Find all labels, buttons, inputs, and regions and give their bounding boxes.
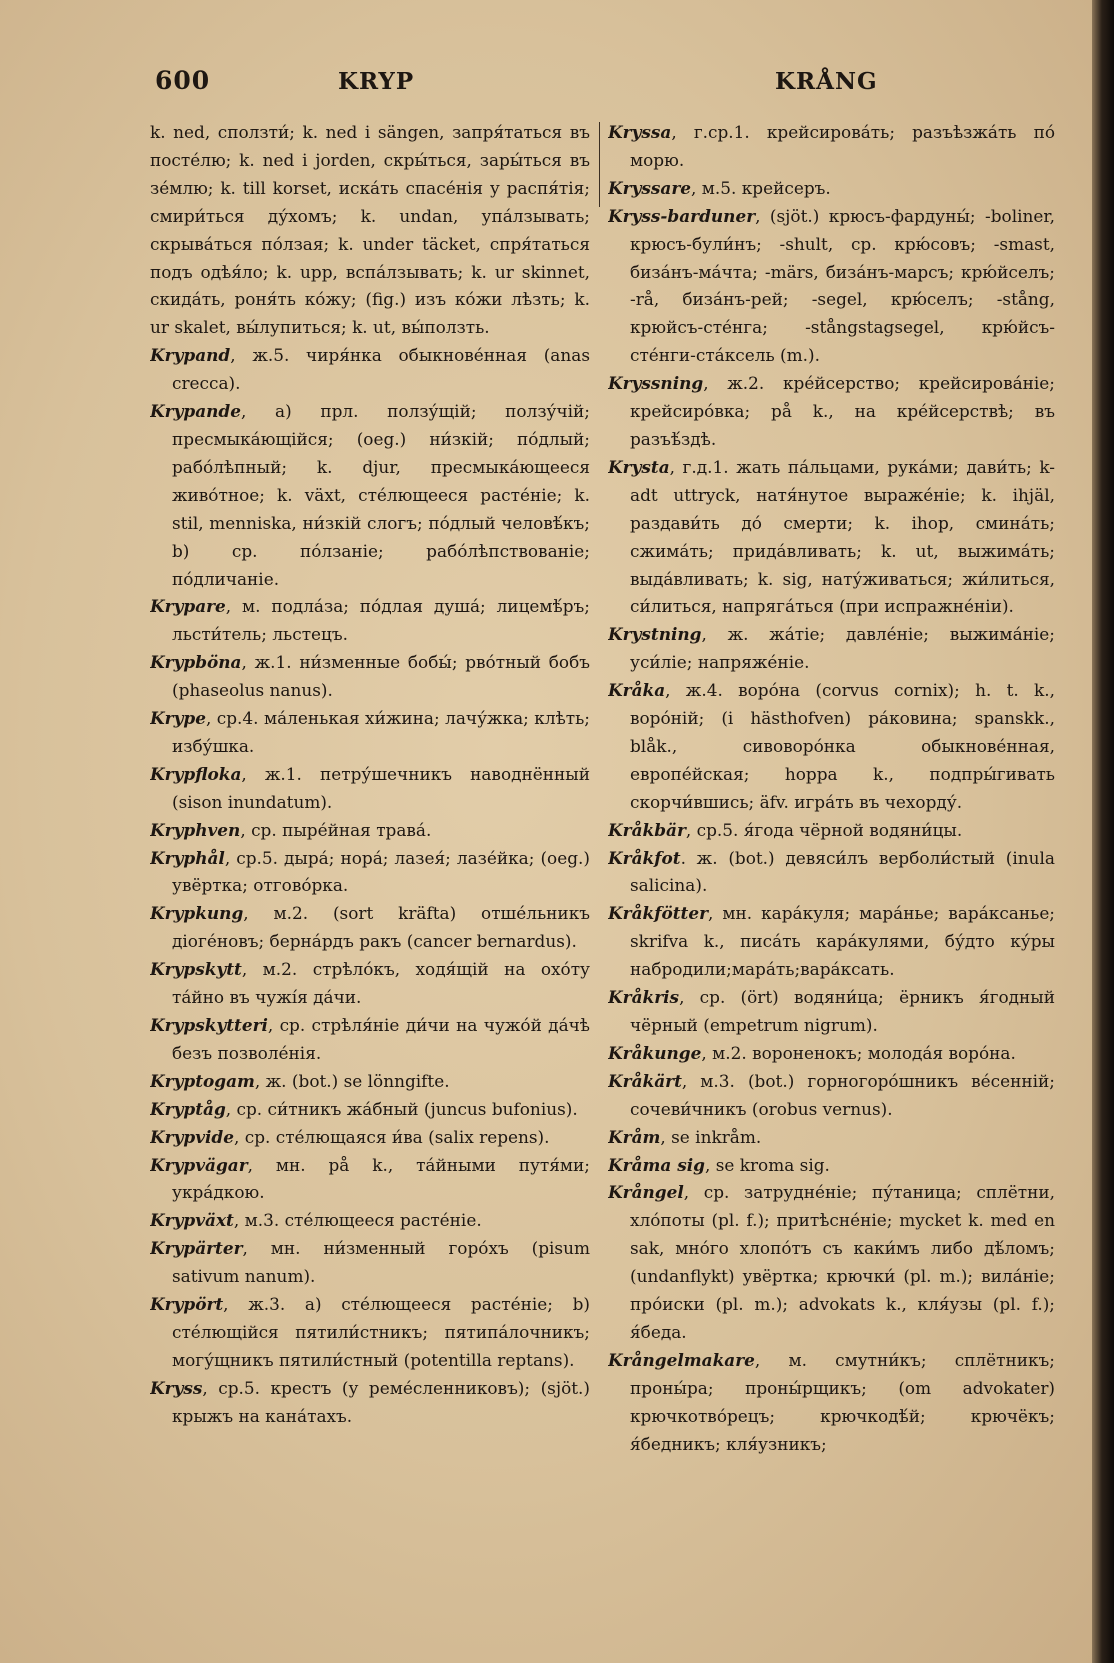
entry-definition: , ср.5. крестъ (у реме́сленниковъ); (sjöt.) крыжъ на кана́тахъ. [172, 1377, 590, 1426]
entry-headword: Kryss [150, 1377, 203, 1398]
entry-headword: Kråkärt [608, 1070, 682, 1091]
dictionary-entry [150, 845, 590, 901]
entry-definition: , м.3. сте́лющееся расте́ніе. [233, 1210, 482, 1231]
entry-headword: Kråma sig [608, 1154, 705, 1175]
entry-headword: Kryssa [608, 122, 672, 142]
entry-headword: Kryparе [150, 596, 226, 617]
entry-headword: Krypvide [150, 1126, 234, 1147]
entry-definition: , г.ср.1. крейсирова́ть; разъѣзжа́ть по́ морю. [630, 122, 1055, 170]
entry-definition: , м. подла́за; по́длая душа́; лицемѣ́ръ; льсти́тель; льстецъ. [172, 596, 590, 645]
entry-definition: , ж. жа́тіе; давле́ніе; выжима́ніе; уси́ліе; напряже́ніе. [630, 624, 1055, 673]
page-header [155, 66, 878, 102]
entry-headword: Krystning [608, 624, 702, 645]
entry-definition: , мн. på k., та́йными путя́ми; укра́дкою. [172, 1154, 590, 1203]
entry-definition: , ж.1. ни́зменные бобы́; рво́тный бобъ (phaseolus nanus). [172, 652, 590, 701]
entry-headword: Kryphven [150, 819, 241, 840]
dictionary-entry [608, 203, 1055, 370]
entry-headword: Kryptogam [150, 1070, 255, 1091]
dictionary-entry [150, 761, 590, 817]
book-spine-edge [1092, 0, 1114, 1663]
dictionary-entry [150, 649, 590, 705]
dictionary-entry [150, 1207, 590, 1235]
entry-headword: Kråkunge [608, 1042, 702, 1063]
right-guide-word: KRÅNG [775, 68, 878, 95]
dictionary-entry [150, 1124, 590, 1152]
entry-definition: , м. смутни́къ; сплётникъ; проны́ра; проны́рщикъ; (om advokater) крючкотво́рецъ; крючкодѣ́й; крючёкъ; я́бедникъ; кля́узникъ; [630, 1349, 1055, 1454]
entry-headword: Kråkfot [608, 847, 681, 868]
dictionary-entry [608, 370, 1055, 454]
dictionary-entry [608, 1068, 1055, 1124]
entry-headword: Krångelmakare [608, 1349, 755, 1370]
entry-headword: Krypärter [150, 1238, 243, 1259]
dictionary-entry [608, 1179, 1055, 1346]
dictionary-entry [150, 705, 590, 761]
entry-definition: , ср. (ört) водяни́ца; ёрникъ я́годный чёрный (empetrum nigrum). [630, 987, 1055, 1035]
entry-definition: , ж.4. воро́на (corvus cornix); h. t. k., воро́ній; (i hästhofven) ра́ковина; spanskk., blåk., сивоворо́нка обыкнове́нная, европе́йская; hoppa k., подпры́гивать скорчи́вшись; äfv. игра́ть въ чехорду́. [630, 680, 1055, 812]
entry-headword: Krypskytteri [150, 1015, 268, 1035]
entry-headword: Krypkung [150, 903, 244, 924]
dictionary-entry [608, 119, 1055, 175]
dictionary-entry [150, 1152, 590, 1208]
entry-definition: k. ned, сползти́; k. ned i sängen, запря́таться въ посте́лю; k. ned i jorden, скры́ться, зары́ться въ зе́млю; k. till korset, иска́ть спасе́нія у распя́тія; смири́ться ду́хомъ; k. undan, упа́лзывать; скрыва́ться по́лзая; k. under täcket, спря́таться подъ одѣя́ло; k. upp, вспа́лзывать; k. ur skinnet, скида́ть, роня́ть ко́жу; (fig.) изъ ко́жи лѣзть; k. ur skalet, вы́лупиться; k. ut, вы́ползть. [150, 122, 590, 338]
dictionary-entry [608, 621, 1055, 677]
entry-headword: Kråkfötter [608, 903, 709, 924]
entry-definition: , ср.5. дыра́; нора́; лазея́; лазе́йка; (oeg.) увёртка; отгово́рка. [172, 847, 590, 896]
entry-definition: , ср.4. ма́ленькая хи́жина; лачу́жка; клѣть; избу́шка. [172, 708, 590, 756]
dictionary-entry [150, 900, 590, 956]
entry-definition: , мн. ни́зменный горо́хъ (pisum sativum nanum). [172, 1238, 590, 1287]
entry-headword: Krypört [150, 1294, 224, 1315]
entry-definition: , ср.5. я́года чёрной водяни́цы. [685, 819, 963, 840]
entry-headword: Krypvägar [150, 1154, 248, 1175]
entry-definition: , ж. (bot.) se lönngifte. [254, 1070, 450, 1091]
entry-definition: , м.5. крейсеръ. [691, 177, 831, 198]
entry-headword: Kryphål [150, 847, 225, 868]
dictionary-entry [608, 1152, 1055, 1180]
dictionary-entry [608, 1347, 1055, 1459]
dictionary-entry [150, 956, 590, 1012]
entry-headword: Kråka [608, 680, 666, 701]
left-column [150, 119, 590, 1649]
dictionary-entry [608, 817, 1055, 845]
entry-headword: Kråkris [608, 987, 680, 1008]
dictionary-entry [608, 900, 1055, 984]
dictionary-entry [608, 1124, 1055, 1152]
dictionary-entry [150, 1012, 590, 1068]
entry-headword: Krypskytt [150, 959, 242, 980]
dictionary-entry [150, 1375, 590, 1431]
entry-headword: Krypande [150, 401, 241, 422]
entry-headword: Krypand [150, 345, 231, 366]
dictionary-entry [608, 984, 1055, 1040]
dictionary-entry [608, 845, 1055, 901]
entry-definition: , м.2. вороненокъ; молода́я воро́на. [701, 1042, 1016, 1063]
dictionary-entry [150, 1096, 590, 1124]
entry-headword: Kråkbär [608, 819, 686, 840]
entry-definition: , a) прл. ползу́щій; ползу́чій; пресмыка́ющійся; (oeg.) ни́зкій; по́длый; рабо́лѣпный; k. djur, пресмыка́ющееся живо́тное; k. växt, сте́лющееся расте́ніе; k. stil, menniska, ни́зкій слогъ; по́длый человѣ́къ; b) ср. по́лзаніе; рабо́лѣпствованіе; по́дличаніе. [172, 401, 590, 589]
entry-headword: Kråm [608, 1126, 661, 1147]
dictionary-entry [150, 1291, 590, 1375]
dictionary-entry [608, 175, 1055, 203]
entry-headword: Krype [150, 708, 206, 729]
entry-headword: Kryptåg [150, 1098, 226, 1119]
entry-definition: , ж.3. a) сте́лющееся расте́ніе; b) сте́лющійся пятили́стникъ; пятипа́лочникъ; могу́щникъ пятили́стный (potentilla reptans). [172, 1294, 590, 1370]
entry-definition: , ср. пыре́йная трава́. [240, 819, 432, 840]
dictionary-entry [150, 1235, 590, 1291]
entry-definition: , ср. стрѣля́ніе ди́чи на чужо́й да́чѣ безъ позволе́нія. [172, 1015, 590, 1063]
entry-headword: Krysta [608, 456, 670, 477]
entry-definition: , se kroma sig. [704, 1154, 830, 1175]
dictionary-entry [608, 454, 1055, 621]
left-guide-word: KRYP [338, 68, 415, 95]
entry-definition: , м.2. (sort kräfta) отше́льникъ діоге́новъ; берна́рдъ ракъ (cancer bernardus). [172, 903, 590, 952]
column-divider [599, 122, 600, 207]
entry-definition: , ср. затрудне́ніе; пу́таница; сплётни, хло́поты (pl. f.); притѣсне́ніе; myckеt k. med en sak, мно́го хлопо́тъ съ каки́мъ либо дѣ́ломъ; (undanflykt) увёртка; крючки́ (pl. m.); вила́ніе; про́иски (pl. m.); advokats k., кля́узы (pl. f.); я́беда. [630, 1182, 1055, 1342]
entry-headword: Kryssning [608, 373, 704, 394]
entry-definition: , ж.2. кре́йсерство; крейсирова́ніе; крейсиро́вка; på k., на кре́йсерствѣ; въ разъѣ́здѣ. [630, 373, 1055, 449]
entry-headword: Kryss-bardunеr [608, 205, 756, 226]
dictionary-entry [150, 1068, 590, 1096]
entry-definition: , ср. си́тникъ жа́бный (juncus bufonius). [225, 1098, 578, 1119]
dictionary-entry [150, 398, 590, 593]
dictionary-entry [150, 342, 590, 398]
dictionary-entry [150, 817, 590, 845]
entry-definition: , ж.1. петру́шечникъ наводнённый (sison inundatum). [172, 763, 590, 812]
entry-definition: , (sjöt.) крюсъ-фардуны́; -boliner, крюсъ-були́нъ; -shult, ср. крю́совъ; -smast, биза́нъ-ма́чта; -märs, биза́нъ-марсъ; крю́йселъ; -rå, биза́нъ-рей; -segel, крю́селъ; -stång, крюйсъ-сте́нга; -stångstagsegel, крю́йсъ-сте́нги-ста́ксель (m.). [630, 205, 1055, 366]
entry-definition: , ср. сте́лющаяся и́ва (salix repens). [234, 1126, 550, 1147]
entry-headword: Krypfloka [150, 763, 242, 784]
entry-definition: , ж.5. чиря́нка обыкнове́нная (anas crecca). [172, 345, 590, 394]
entry-headword: Kryssare [608, 177, 692, 198]
dictionary-entry [608, 677, 1055, 817]
page-number: 600 [155, 66, 211, 95]
entry-definition: , м.3. (bot.) горногоро́шникъ ве́сенній; сочеви́чникъ (orobus vernus). [630, 1070, 1055, 1119]
entry-headword: Krypväxt [150, 1210, 234, 1231]
entry-headword: Krypböna [150, 652, 242, 673]
entry-definition: . ж. (bot.) девяси́лъ верболи́стый (inula salicina). [630, 847, 1055, 896]
entry-headword: Krångel [608, 1182, 684, 1203]
dictionary-entry [150, 119, 590, 342]
dictionary-entry [608, 1040, 1055, 1068]
entry-definition: , se inkråm. [660, 1126, 762, 1147]
right-column [608, 119, 1055, 1649]
entry-definition: , мн. кара́куля; мара́нье; вара́ксанье; skrifva k., писа́ть кара́кулями, бу́дто ку́ры набродили;мара́ть;вара́ксать. [630, 903, 1055, 980]
entry-definition: , г.д.1. жать па́льцами, рука́ми; дави́ть; k-adt uttryck, натя́нутое выраже́ніе; k. ihjäl, раздави́ть до́ смерти; k. ihop, смина́ть; сжима́ть; прида́вливать; k. ut, выжима́ть; выда́вливать; k. sig, нату́живаться; жи́литься, си́литься, напряга́ться (при испражне́ніи). [630, 456, 1055, 617]
entry-definition: , м.2. стрѣло́къ, ходя́щій на охо́ту та́йно въ чужі́я да́чи. [172, 959, 590, 1008]
dictionary-entry [150, 593, 590, 649]
